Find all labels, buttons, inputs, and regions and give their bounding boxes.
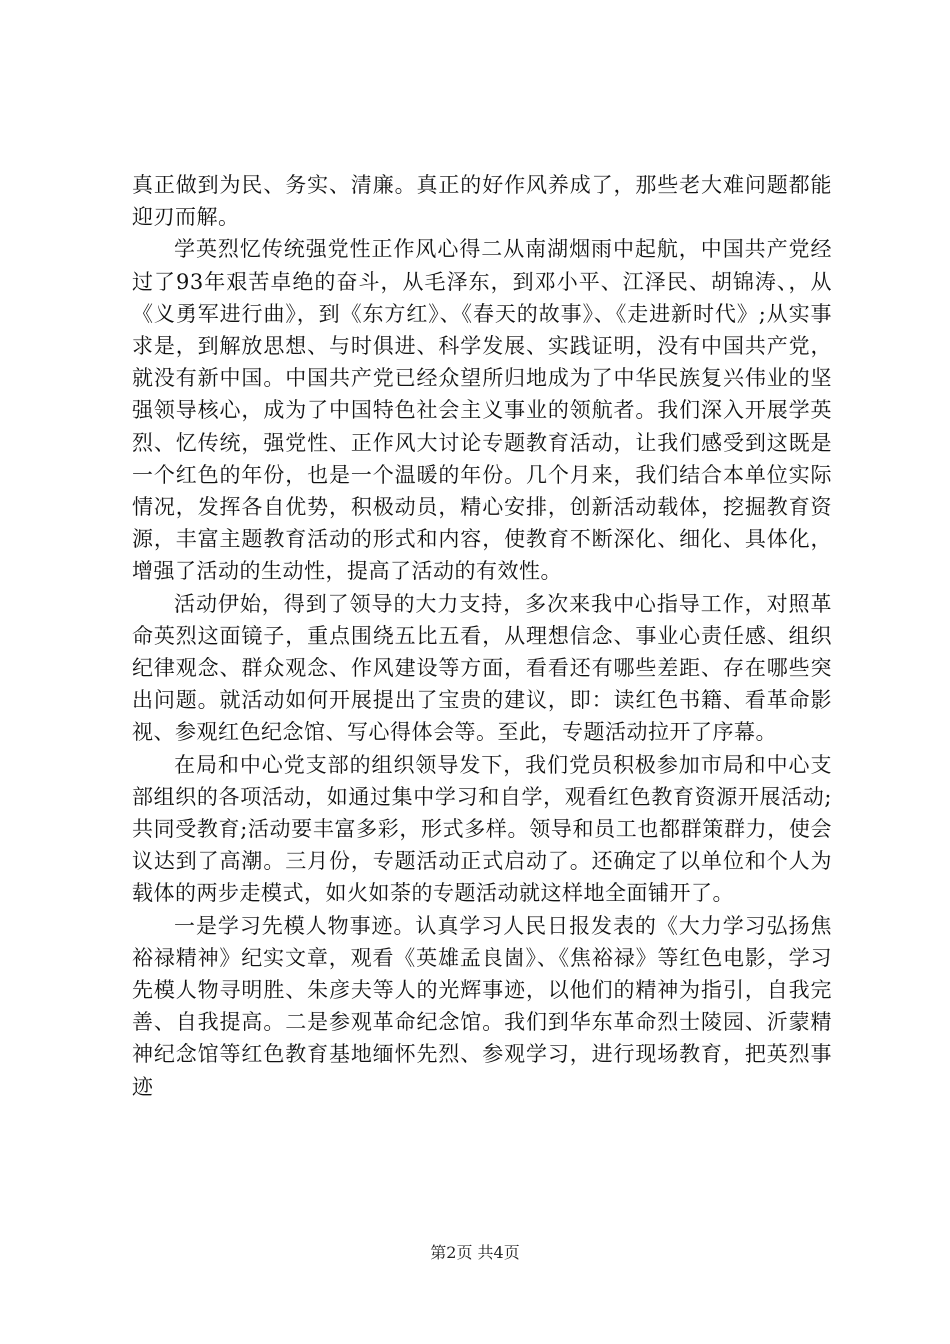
document-body bbox=[132, 169, 832, 1103]
page-number-label: 第2页 共4页 bbox=[430, 1243, 520, 1262]
paragraph-5: 一是学习先模人物事迹。认真学习人民日报发表的《大力学习弘扬焦裕禄精神》纪实文章，观看《英雄孟良崮》、《焦裕禄》等红色电影，学习先模人物寻明胜、朱彦夫等人的光辉事迹，以他们的精神为指引，自我完善、自我提高。二是参观革命纪念馆。我们到华东革命烈士陵园、沂蒙精神纪念馆等红色教育基地缅怀先烈、参观学习，进行现场教育，把英烈事迹 bbox=[132, 913, 832, 1099]
paragraph-4: 在局和中心党支部的组织领导发下，我们党员积极参加市局和中心支部组织的各项活动，如通过集中学习和自学，观看红色教育资源开展活动;共同受教育;活动要丰富多彩，形式多样。领导和员工也都群策群力，使会议达到了高潮。三月份，专题活动正式启动了。还确定了以单位和个人为载体的两步走模式，如火如荼的专题活动就这样地全面铺开了。 bbox=[132, 752, 832, 906]
paragraph-1: 真正做到为民、务实、清廉。真正的好作风养成了，那些老大难问题都能迎刃而解。 bbox=[132, 173, 832, 230]
page-footer bbox=[0, 1240, 950, 1263]
paragraph-2: 学英烈忆传统强党性正作风心得二从南湖烟雨中起航，中国共产党经过了93年艰苦卓绝的奋斗，从毛泽东，到邓小平、江泽民、胡锦涛、，从《义勇军进行曲》，到《东方红》、《春天的故事》、《走进新时代》;从实事求是，到解放思想、与时俱进、科学发展、实践证明，没有中国共产党，就没有新中国。中国共产党已经众望所归地成为了中华民族复兴伟业的坚强领导核心，成为了中国特色社会主义事业的领航者。我们深入开展学英烈、忆传统，强党性、正作风大讨论专题教育活动，让我们感受到这既是一个红色的年份，也是一个温暖的年份。几个月来，我们结合本单位实际情况，发挥各自优势，积极动员，精心安排，创新活动载体，挖掘教育资源，丰富主题教育活动的形式和内容，使教育不断深化、细化、具体化，增强了活动的生动性，提高了活动的有效性。 bbox=[132, 237, 832, 584]
paragraph-3: 活动伊始，得到了领导的大力支持，多次来我中心指导工作，对照革命英烈这面镜子，重点围绕五比五看，从理想信念、事业心责任感、组织纪律观念、群众观念、作风建设等方面，看看还有哪些差距、存在哪些突出问题。就活动如何开展提出了宝贵的建议，即：读红色书籍、看革命影视、参观红色纪念馆、写心得体会等。至此，专题活动拉开了序幕。 bbox=[132, 591, 832, 745]
